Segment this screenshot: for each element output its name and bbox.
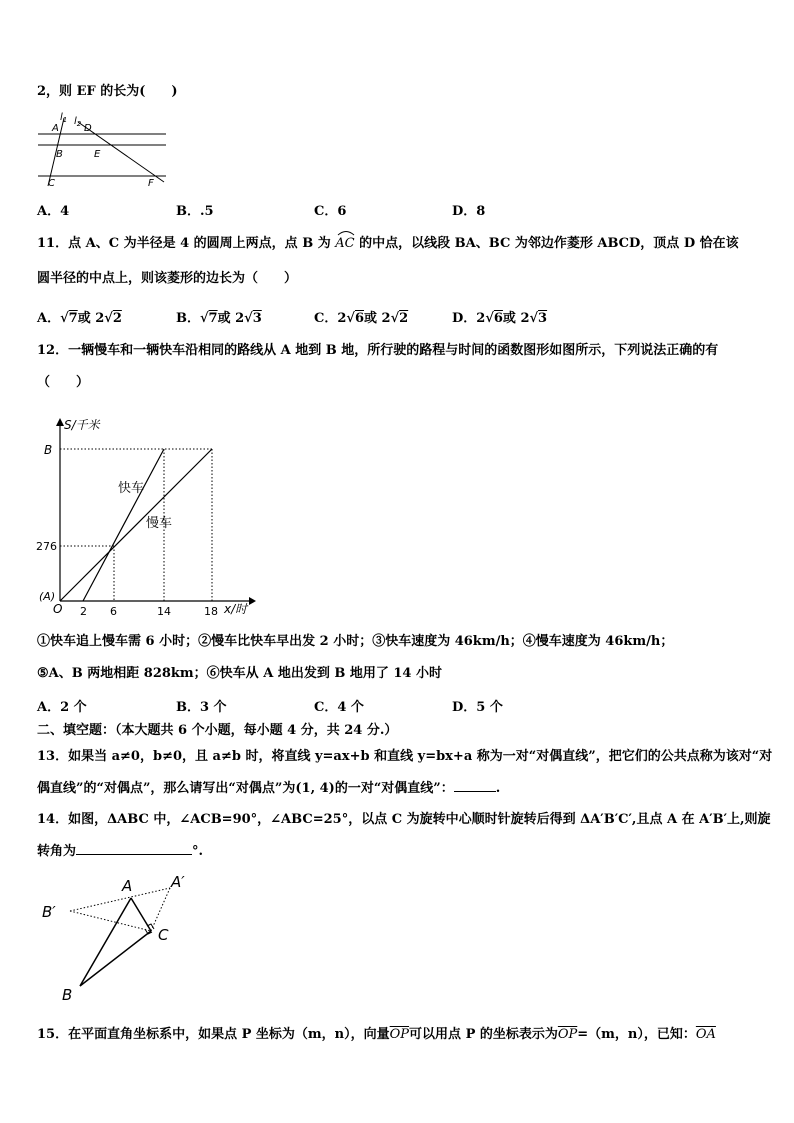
label-C: C bbox=[48, 178, 55, 189]
y-axis-arrow-icon bbox=[56, 418, 64, 426]
label-C: C bbox=[158, 926, 169, 944]
label-A-prime: A′ bbox=[171, 873, 185, 891]
segment-BC bbox=[80, 931, 151, 986]
y-tick-276: 276 bbox=[36, 540, 57, 553]
q15-text-b: 可以用点 P 的坐标表示为 bbox=[409, 1027, 558, 1042]
vector-op-2: $\overline{OP}$ bbox=[557, 1027, 578, 1042]
q14-text: 转角为 bbox=[37, 844, 77, 859]
origin-label: O bbox=[53, 602, 63, 616]
q15-line-1 bbox=[37, 1026, 716, 1044]
q14-line-2 bbox=[37, 843, 203, 861]
q13-line-2 bbox=[37, 780, 500, 798]
q13-answer-blank[interactable] bbox=[454, 791, 496, 792]
y-axis-label: S/千米 bbox=[64, 418, 100, 432]
vector-op: $\overline{OP}$ bbox=[389, 1027, 410, 1042]
x-tick-14: 14 bbox=[157, 605, 171, 618]
q10-option-d[interactable]: D．8 bbox=[452, 204, 486, 219]
q10-option-b[interactable]: B．.5 bbox=[176, 204, 214, 219]
x-axis-label: x/时 bbox=[224, 602, 248, 616]
arc-mark-icon bbox=[336, 230, 356, 236]
q11-arc-ac: AC bbox=[335, 233, 354, 253]
label-l2: $l_2$ bbox=[74, 116, 82, 128]
q12-line-2: （ ） bbox=[37, 375, 90, 390]
q11-text-a: 11．点 A、C 为半径是 4 的圆周上两点，点 B 为 bbox=[37, 236, 331, 251]
segment-B2A2 bbox=[70, 888, 170, 911]
q14-degree: °. bbox=[192, 844, 204, 859]
q14-figure bbox=[40, 870, 200, 1010]
label-B: B bbox=[56, 149, 63, 160]
q12-graph bbox=[34, 412, 264, 622]
label-B-prime: B′ bbox=[42, 903, 56, 921]
q10-option-c[interactable]: C．6 bbox=[314, 204, 347, 219]
q15-text-a: 15．在平面直角坐标系中，如果点 P 坐标为（m，n），向量 bbox=[37, 1027, 390, 1042]
q11-option-a[interactable]: A．√7或 2√2 bbox=[37, 311, 122, 326]
label-E: E bbox=[94, 149, 101, 160]
x-tick-18: 18 bbox=[204, 605, 218, 618]
q13-period: . bbox=[495, 781, 501, 796]
q12-line-1: 12．一辆慢车和一辆快车沿相同的路线从 A 地到 B 地，所行驶的路程与时间的函数图形如图所示，下列说法正确的有 bbox=[37, 343, 719, 358]
q12-option-c[interactable]: C．4 个 bbox=[314, 700, 364, 715]
label-D: D bbox=[84, 123, 92, 134]
q14-line-1: 14．如图，ΔABC 中，∠ACB=90°，∠ABC=25°，以点 C 为旋转中心顺时针旋转后得到 ΔA′B′C′,且点 A 在 A′B′上,则旋 bbox=[37, 812, 771, 827]
x-tick-6: 6 bbox=[110, 605, 117, 618]
fast-car-label: 快车 bbox=[118, 481, 145, 496]
origin-alt-label: (A) bbox=[39, 590, 56, 603]
label-A: A bbox=[52, 123, 59, 134]
segment-B2C bbox=[70, 911, 151, 931]
slow-car-label: 慢车 bbox=[146, 516, 173, 531]
x-axis-arrow-icon bbox=[249, 597, 256, 605]
q11-option-b[interactable]: B．√7或 2√3 bbox=[176, 311, 262, 326]
q14-answer-blank[interactable] bbox=[76, 854, 192, 855]
label-l1: $l_1$ bbox=[60, 112, 68, 124]
q12-option-d[interactable]: D．5 个 bbox=[452, 700, 503, 715]
q15-text-c: =（m，n），已知： bbox=[577, 1027, 696, 1042]
b-label: B bbox=[44, 443, 53, 457]
q12-option-b[interactable]: B．3 个 bbox=[176, 700, 227, 715]
q12-statements-1: ①快车追上慢车需 6 小时；②慢车比快车早出发 2 小时；③快车速度为 46km/h；④慢车速度为 46km/h； bbox=[37, 634, 674, 649]
q10-option-a[interactable]: A．4 bbox=[37, 204, 70, 219]
vector-oa: $\overline{OA}$ bbox=[695, 1027, 716, 1042]
q10-stem: 2，则 EF 的长为( ) bbox=[37, 84, 178, 99]
label-B: B bbox=[62, 986, 73, 1004]
segment-AB bbox=[80, 898, 131, 986]
q13-text: 偶直线”的“对偶点”，那么请写出“对偶点”为(1, 4)的一对“对偶直线”： bbox=[37, 781, 454, 796]
q11-text-b: 的中点，以线段 BA、BC 为邻边作菱形 ABCD，顶点 D 恰在该 bbox=[359, 236, 739, 251]
q11-option-d[interactable]: D．2√6或 2√3 bbox=[452, 311, 548, 326]
q12-statements-2: ⑤A、B 两地相距 828km；⑥快车从 A 地出发到 B 地用了 14 小时 bbox=[37, 666, 442, 681]
q11-line-1 bbox=[37, 233, 739, 253]
section-2-heading: 二、填空题：（本大题共 6 个小题，每小题 4 分，共 24 分.） bbox=[37, 723, 398, 738]
slow-car-line bbox=[60, 449, 212, 601]
q11-option-c[interactable]: C．2√6或 2√2 bbox=[314, 311, 409, 326]
x-tick-2: 2 bbox=[80, 605, 87, 618]
segment-A2C bbox=[151, 888, 170, 931]
q10-figure bbox=[34, 112, 174, 192]
q13-line-1: 13．如果当 a≠0，b≠0，且 a≠b 时，将直线 y=ax+b 和直线 y=bx+a 称为一对“对偶直线”，把它们的公共点称为该对“对 bbox=[37, 749, 773, 764]
label-F: F bbox=[148, 178, 154, 189]
q11-line-2: 圆半径的中点上，则该菱形的边长为（ ） bbox=[37, 271, 298, 286]
q12-option-a[interactable]: A．2 个 bbox=[37, 700, 87, 715]
label-A: A bbox=[122, 877, 133, 895]
